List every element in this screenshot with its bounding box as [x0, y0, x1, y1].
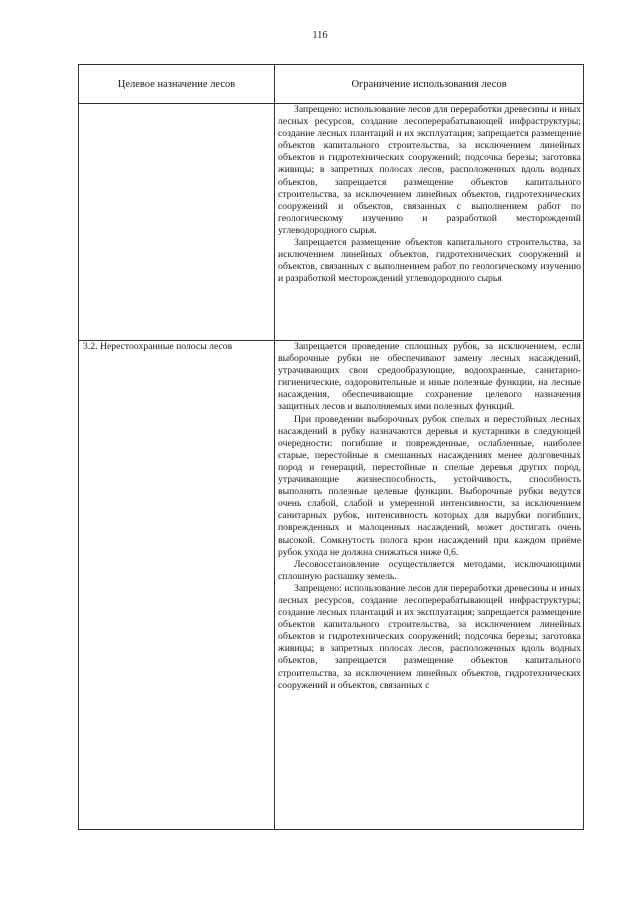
page-number: 116	[312, 30, 328, 41]
restriction-paragraph: Запрещено: использование лесов для переработки древесины и иных лесных ресурсов, создание лесоперерабатывающей инфраструктуры; создание лесных плантаций и их эксплуатация; запрещается размещение объектов капитального строительства, за исключением линейных объектов и гидротехнических сооружений; подсочка березы; заготовка живицы; в запретных полосах лесов, расположенных вдоль водных объектов, запрещается размещение объектов капитального строительства, за исключением линейных объектов, гидротехнических сооружений и объектов, связанных с	[278, 582, 581, 691]
table-header-row	[79, 65, 584, 104]
table-row	[79, 341, 584, 830]
purpose-cell: 3.2. Нерестоохранные полосы лесов	[79, 341, 275, 830]
restriction-paragraph: При проведении выборочных рубок спелых и перестойных лесных насаждений в рубку назначаются деревья и кустарники в следующей очередности: погибшие и поврежденные, ослабленные, наиболее старые, перестойные в смешанных насаждениях менее долговечных пород и генераций, перестойные и спелые деревья других пород, утрачивающие жизнеспособность, устойчивость, способность выполнять полезные целевые функции. Выборочные рубки ведутся очень слабой, слабой и умеренной интенсивности, за исключением санитарных рубок, интенсивность которых для вырубки погибших, поврежденных и малоценных насаждений, может достигать очень высокой. Сомкнутость полога крон насаждений при каждом приёме рубок ухода не должна снижаться ниже 0,6.	[278, 413, 581, 558]
restriction-paragraph: Запрещается размещение объектов капитального строительства, за исключением линейных объектов, гидротехнических сооружений и объектов, связанных с выполнением работ по геологическому изучению и разработкой месторождений углеводородного сырья	[278, 237, 581, 285]
header-purpose: Целевое назначение лесов	[79, 65, 275, 104]
restriction-paragraph: Запрещено: использование лесов для переработки древесины и иных лесных ресурсов, создание лесоперерабатывающей инфраструктуры; создание лесных плантаций и их эксплуатация; запрещается размещение объектов капитального строительства, за исключением линейных объектов и гидротехнических сооружений; подсочка березы; заготовка живицы; в запретных полосах лесов, расположенных вдоль водных объектов, запрещается размещение объектов капитального строительства, за исключением линейных объектов, гидротехнических сооружений и объектов, связанных с выполнением работ по геологическому изучению и разработкой месторождений углеводородного сырья.	[278, 104, 581, 236]
header-restriction: Ограничение использования лесов	[275, 65, 584, 104]
restriction-paragraph: Запрещается проведение сплошных рубок, за исключением, если выборочные рубки не обеспечивают замену лесных насаждений, утрачивающих свои средообразующие, водоохранные, санитарно-гигиенические, оздоровительные и иные полезные функции, на лесные насаждения, обеспечивающие сохранение целевого назначения защитных лесов и выполняемых ими полезных функций.	[278, 341, 581, 413]
purpose-cell	[79, 104, 275, 341]
restriction-paragraph: Лесовосстановление осуществляется методами, исключающими сплошную распашку земель.	[278, 558, 581, 582]
restriction-cell	[275, 104, 584, 341]
table-row	[79, 104, 584, 341]
restriction-cell	[275, 341, 584, 830]
restrictions-table	[78, 64, 584, 830]
